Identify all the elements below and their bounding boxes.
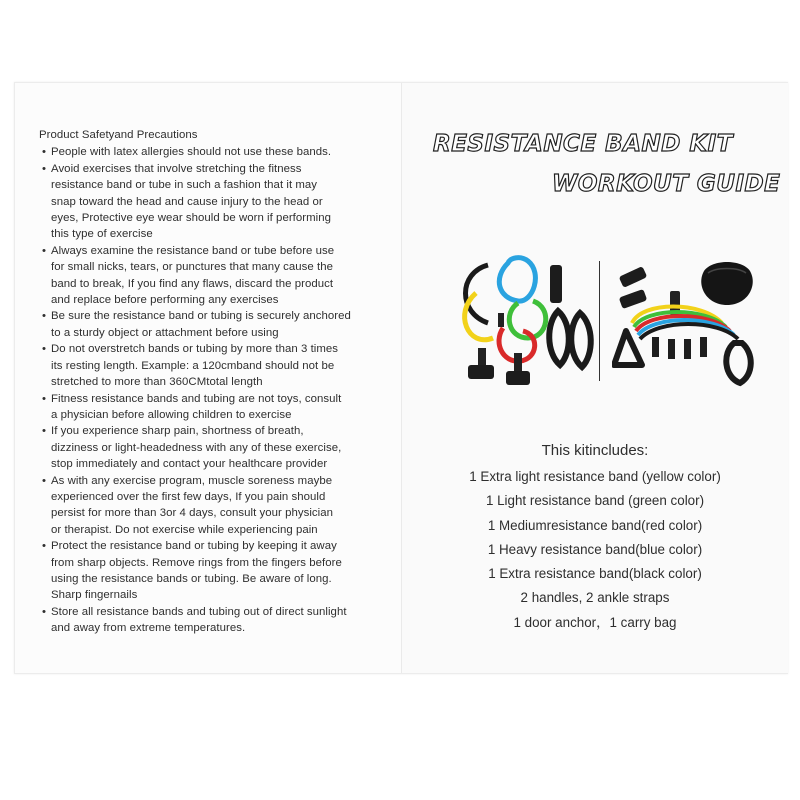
bullet-icon: •: [42, 425, 47, 438]
safety-item-text: Avoid exercises that involve stretching the fitness resistance band or tube in such a fashion that it may snap toward the head and cause injury to the head or eyes, Protective eye wear should be worn if performing this type of exercise: [51, 162, 332, 241]
safety-item: [39, 473, 389, 539]
bullet-icon: •: [42, 343, 47, 356]
photo-divider: [599, 261, 600, 381]
kit-item: 1 Extra resistance band(black color): [488, 566, 702, 582]
kit-item: 1 Heavy resistance band(blue color): [487, 541, 703, 557]
guide-title-line1: RESISTANCE BAND KIT: [433, 131, 733, 157]
left-page: [15, 83, 401, 673]
safety-item: [39, 243, 389, 309]
bullet-icon: •: [42, 146, 47, 159]
safety-item-text: Do not overstretch bands or tubing by more than 3 times its resting length. Example: a 120cmband should not be stretched to more than 360CMtotal length: [51, 343, 339, 389]
safety-section: [39, 127, 389, 637]
safety-item-text: Fitness resistance bands and tubing are not toys, consult a physician before allowing children to exercise: [51, 392, 342, 421]
connector-icon: [478, 348, 486, 366]
safety-item-text: As with any exercise program, muscle soreness maybe experienced over the first few days, If you pain should persist for more than 3or 4 days, consult your physician or therapist. Do not exercise while experiencing pain: [51, 474, 334, 536]
ankle-strap-icon: [506, 371, 530, 385]
safety-item: [39, 604, 389, 637]
bullet-icon: •: [42, 474, 47, 487]
connector-icon: [514, 353, 522, 371]
safety-heading: Product Safetyand Precautions: [39, 129, 198, 141]
handle-icon: [726, 343, 750, 383]
handle-icon: [549, 311, 569, 365]
safety-item-text: Always examine the resistance band or tube before use for small nicks, tears, or punctures that many cause the band to break, If you find any flaws, discard the product and replace before performing any exercises: [51, 244, 335, 307]
blue-band-icon: [499, 258, 535, 301]
guide-title-line2: WORKOUT GUIDE: [552, 171, 781, 197]
kit-item: 1 Light resistance band (green color): [485, 493, 705, 509]
instruction-sheet: [14, 82, 788, 674]
bullet-icon: •: [42, 392, 47, 405]
safety-item: [39, 144, 389, 160]
handle-icon: [571, 313, 591, 367]
connector-icon: [668, 339, 675, 359]
safety-item-text: Protect the resistance band or tubing by keeping it away from sharp objects. Remove rings from the fingers before using the resistance bands or tubing. Be aware of long. Sharp fingernails: [51, 540, 342, 602]
connector-icon: [684, 339, 691, 359]
kit-item: 1 door anchor，1 carry bag: [513, 614, 677, 630]
kit-item: 1 Mediumresistance band(red color): [487, 517, 703, 533]
connector-icon: [498, 313, 504, 327]
kit-item: 1 Extra light resistance band (yellow color): [469, 469, 721, 484]
bullet-icon: •: [42, 540, 47, 553]
bullet-icon: •: [42, 162, 47, 175]
safety-item-text: If you experience sharp pain, shortness of breath, dizziness or light-headedness with any of these exercise, stop immediately and contact your healthcare provider: [51, 425, 342, 471]
connector-icon: [700, 337, 707, 357]
connector-icon: [652, 337, 659, 357]
safety-item: [39, 391, 389, 424]
safety-item-text: Be sure the resistance band or tubing is securely anchored to a sturdy object or attachment before using: [51, 310, 351, 339]
right-page: [401, 83, 788, 673]
ankle-strap-icon: [619, 289, 648, 309]
safety-item: [39, 423, 389, 472]
bullet-icon: •: [42, 244, 47, 257]
kit-contents-photo: [612, 253, 772, 389]
safety-item: [39, 161, 389, 243]
handle-icon: [614, 331, 642, 365]
kit-heading: This kitincludes:: [541, 442, 649, 459]
safety-item-text: People with latex allergies should not use these bands.: [51, 146, 332, 159]
kit-list: [402, 465, 788, 635]
ankle-strap-icon: [468, 365, 494, 379]
safety-item-text: Store all resistance bands and tubing out of direct sunlight and away from extreme temperatures.: [51, 605, 347, 635]
kit-item: 2 handles, 2 ankle straps: [520, 590, 670, 606]
bullet-icon: •: [42, 310, 47, 323]
resistance-bands-photo: [448, 253, 608, 389]
safety-item: [39, 341, 389, 390]
safety-item: [39, 308, 389, 341]
ankle-strap-icon: [550, 265, 562, 303]
safety-item: [39, 538, 389, 604]
bullet-icon: •: [42, 605, 47, 618]
ankle-strap-icon: [619, 266, 648, 288]
